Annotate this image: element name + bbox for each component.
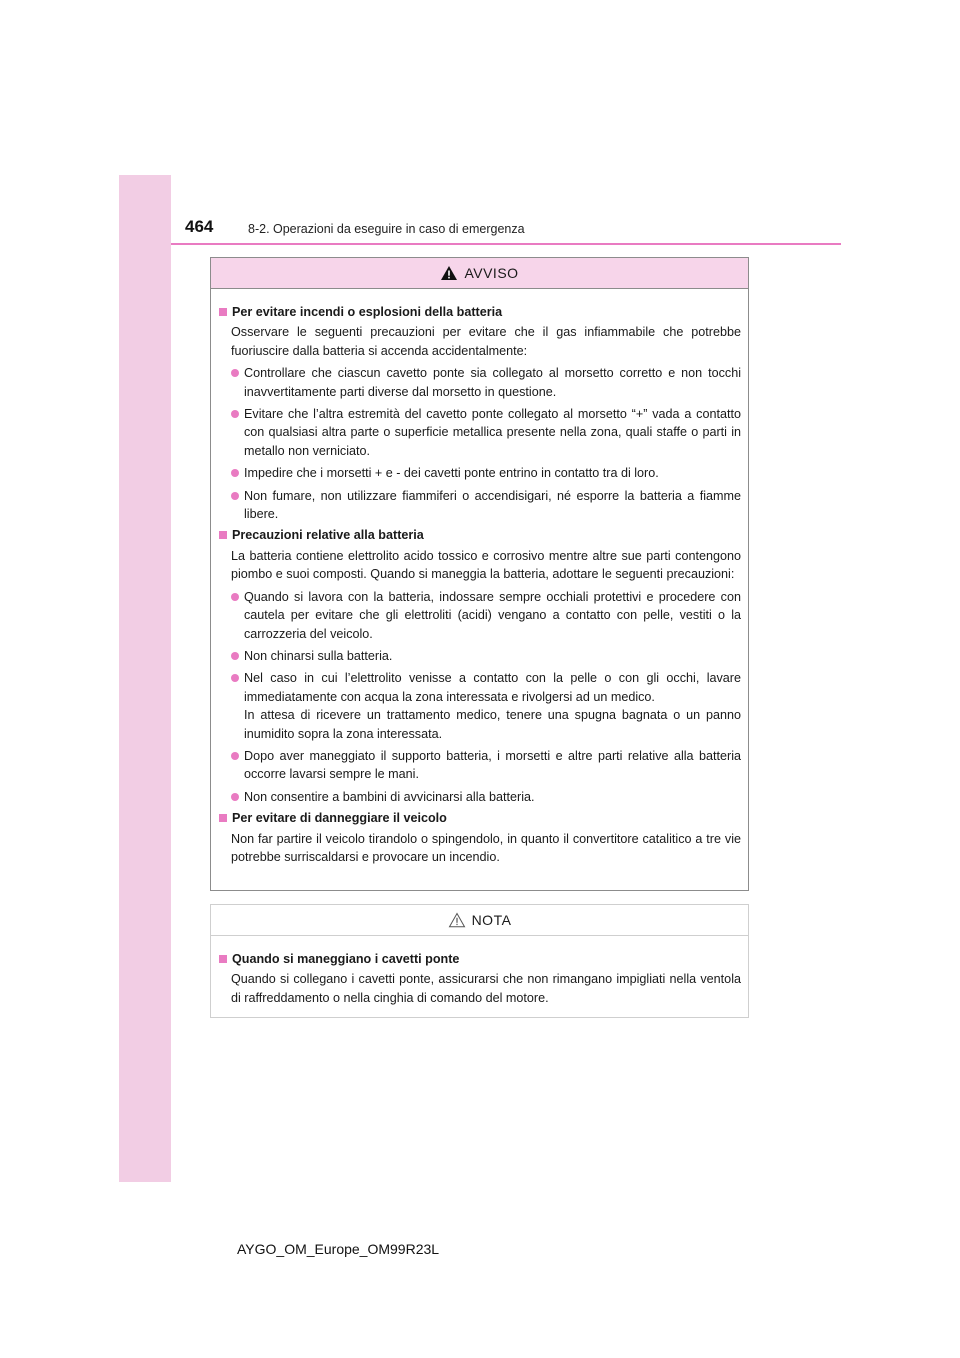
square-bullet-icon [219, 814, 227, 822]
section-text: Osservare le seguenti precauzioni per evitare che il gas infiammabile che potrebbe fuoriuscire dalla batteria si accenda accidentalmente: [231, 325, 741, 358]
round-bullet-icon [231, 492, 239, 500]
section-heading-text: Quando si maneggiano i cavetti ponte [232, 952, 460, 966]
document-id: AYGO_OM_Europe_OM99R23L [237, 1241, 440, 1257]
section-text: Quando si collegano i cavetti ponte, assicurarsi che non rimangano impigliati nella ventola di raffreddamento o nella cinghia di comando del motore. [231, 972, 741, 1005]
section-heading [219, 809, 741, 827]
section-heading-text: Precauzioni relative alla batteria [232, 528, 424, 543]
square-bullet-icon [219, 308, 227, 316]
section-text: La batteria contiene elettrolito acido tossico e corrosivo mentre altre sue parti contengono piombo e suoi composti. Quando si maneggia la batteria, adottare le seguenti precauzioni: [231, 548, 741, 582]
round-bullet-icon [231, 369, 239, 377]
list-item [219, 669, 741, 743]
round-bullet-icon [231, 410, 239, 418]
avviso-box [210, 257, 749, 891]
section-heading-text: Per evitare incendi o esplosioni della batteria [232, 305, 503, 319]
round-bullet-icon [231, 793, 239, 801]
section-title: 8-2. Operazioni da eseguire in caso di emergenza [248, 222, 525, 236]
list-item [219, 788, 741, 806]
square-bullet-icon [219, 955, 227, 963]
list-item-text: Non fumare, non utilizzare fiammiferi o accendisigari, né esporre la batteria a fiamme libere. [244, 488, 741, 522]
round-bullet-icon [231, 652, 239, 660]
section-heading [219, 526, 741, 544]
list-item [219, 364, 741, 401]
round-bullet-icon [231, 674, 239, 682]
list-item-text: Controllare che ciascun cavetto ponte sia collegato al morsetto corretto e non tocchi inavvertitamente parti diverse dal morsetto in questione. [244, 366, 741, 399]
list-item-text: Impedire che i morsetti + e - dei cavetti ponte entrino in contatto tra di loro. [244, 466, 659, 481]
list-item-text: Non chinarsi sulla batteria. [244, 648, 393, 663]
nota-box [210, 904, 749, 1018]
avviso-title: AVVISO [464, 265, 519, 281]
section-heading [219, 303, 741, 321]
list-item [219, 464, 741, 482]
page-number: 464 [185, 217, 214, 236]
list-item [219, 405, 741, 460]
list-item [219, 647, 741, 665]
section-text: Non far partire il veicolo tirandolo o spingendolo, in quanto il convertitore catalitico a tre vie potrebbe surriscaldarsi e provocare un incendio. [231, 831, 741, 864]
header-rule [171, 243, 841, 245]
list-item [219, 487, 741, 524]
section-heading-text: Per evitare di danneggiare il veicolo [232, 811, 447, 826]
side-margin-band [119, 175, 171, 1182]
warning-icon [440, 265, 458, 281]
round-bullet-icon [231, 752, 239, 760]
list-item-text: Nel caso in cui l’elettrolito venisse a contatto con la pelle o con gli occhi, lavare immediatamente con acqua la zona interessata e rivolgersi ad un medico. In attesa di ricevere un trattamento medico, tenere una spugna bagnata o un panno inumidito sopra la zona interessata. [244, 671, 741, 741]
list-item-text: Non consentire a bambini di avvicinarsi alla batteria. [244, 789, 535, 804]
square-bullet-icon [219, 531, 227, 539]
list-item-text: Quando si lavora con la batteria, indossare sempre occhiali protettivi e procedere con cautela per evitare che gli elettroliti (acidi) vengano a contatto con pelle, vestiti o la carrozzeria del veicolo. [244, 589, 741, 641]
nota-header [211, 905, 748, 936]
round-bullet-icon [231, 593, 239, 601]
nota-title: NOTA [471, 912, 512, 928]
section-heading [219, 950, 741, 968]
caution-outline-icon [448, 912, 466, 928]
round-bullet-icon [231, 469, 239, 477]
list-item-text: Dopo aver maneggiato il supporto batteria, i morsetti e altre parti relative alla batteria occorre lavarsi sempre le mani. [244, 748, 741, 782]
list-item [219, 588, 741, 643]
list-item-text: Evitare che l’altra estremità del cavetto ponte collegato al morsetto “+” vada a contatto con qualsiasi altra parte o superficie metallica presente nella zona, quali staffe o parti in metallo non verniciato. [244, 407, 741, 458]
list-item [219, 747, 741, 784]
avviso-header [211, 258, 748, 289]
